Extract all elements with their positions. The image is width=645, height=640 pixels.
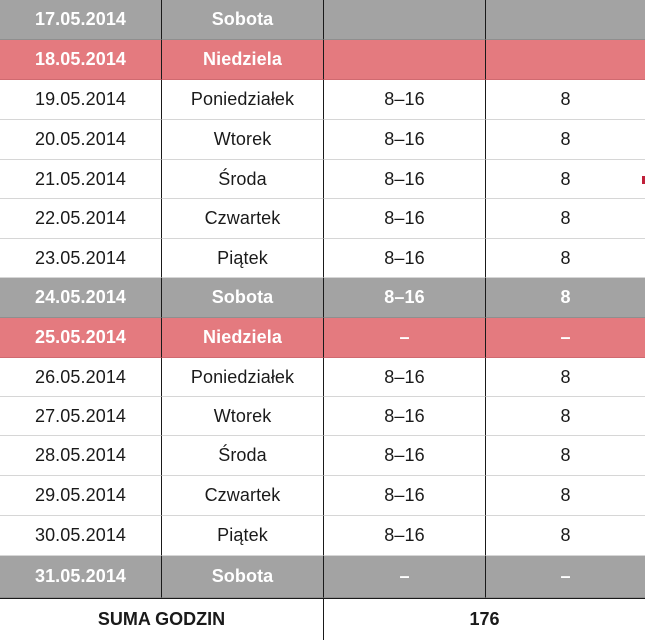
table-row xyxy=(0,40,645,80)
hours-cell: 8 xyxy=(486,397,645,436)
summary-row xyxy=(0,598,645,640)
hours-range-cell: 8–16 xyxy=(324,397,486,436)
hours-range-cell: – xyxy=(324,556,486,598)
hours-cell xyxy=(486,40,645,80)
date-cell: 18.05.2014 xyxy=(0,40,162,80)
day-cell: Piątek xyxy=(162,239,324,278)
table-row xyxy=(0,278,645,318)
summary-label: SUMA GODZIN xyxy=(0,599,324,640)
day-cell: Sobota xyxy=(162,278,324,318)
hours-cell: 8 xyxy=(486,160,645,199)
hours-cell: 8 xyxy=(486,436,645,476)
hours-cell: 8 xyxy=(486,239,645,278)
date-cell: 31.05.2014 xyxy=(0,556,162,598)
hours-range-cell: 8–16 xyxy=(324,358,486,397)
hours-cell xyxy=(486,0,645,40)
summary-total: 176 xyxy=(469,609,500,629)
day-cell: Wtorek xyxy=(162,120,324,160)
day-cell: Sobota xyxy=(162,0,324,40)
hours-range-cell: 8–16 xyxy=(324,476,486,516)
date-cell: 26.05.2014 xyxy=(0,358,162,397)
table-row xyxy=(0,516,645,556)
hours-cell: 8 xyxy=(486,80,645,120)
hours-range-cell: 8–16 xyxy=(324,120,486,160)
hours-cell: 8 xyxy=(486,516,645,556)
day-cell: Środa xyxy=(162,160,324,199)
table-row xyxy=(0,318,645,358)
hours-range-cell: 8–16 xyxy=(324,80,486,120)
table-row xyxy=(0,476,645,516)
hours-cell: 8 xyxy=(486,278,645,318)
table-row xyxy=(0,120,645,160)
day-cell: Czwartek xyxy=(162,476,324,516)
date-cell: 19.05.2014 xyxy=(0,80,162,120)
hours-cell: – xyxy=(486,318,645,358)
date-cell: 24.05.2014 xyxy=(0,278,162,318)
hours-range-cell: 8–16 xyxy=(324,199,486,239)
date-cell: 17.05.2014 xyxy=(0,0,162,40)
day-cell: Poniedziałek xyxy=(162,80,324,120)
date-cell: 30.05.2014 xyxy=(0,516,162,556)
hours-range-cell: – xyxy=(324,318,486,358)
day-cell: Czwartek xyxy=(162,199,324,239)
day-cell: Środa xyxy=(162,436,324,476)
table-row xyxy=(0,436,645,476)
date-cell: 25.05.2014 xyxy=(0,318,162,358)
date-cell: 22.05.2014 xyxy=(0,199,162,239)
date-cell: 21.05.2014 xyxy=(0,160,162,199)
hours-range-cell: 8–16 xyxy=(324,436,486,476)
hours-range-cell: 8–16 xyxy=(324,239,486,278)
table-row xyxy=(0,556,645,598)
table-row xyxy=(0,397,645,436)
hours-cell: 8 xyxy=(486,476,645,516)
date-cell: 20.05.2014 xyxy=(0,120,162,160)
day-cell: Wtorek xyxy=(162,397,324,436)
hours-range-cell: 8–16 xyxy=(324,516,486,556)
table-row xyxy=(0,80,645,120)
hours-cell: 8 xyxy=(486,358,645,397)
day-cell: Niedziela xyxy=(162,40,324,80)
hours-cell: 8 xyxy=(486,199,645,239)
hours-range-cell: 8–16 xyxy=(324,278,486,318)
date-cell: 23.05.2014 xyxy=(0,239,162,278)
day-cell: Sobota xyxy=(162,556,324,598)
hours-cell: – xyxy=(486,556,645,598)
table-row xyxy=(0,239,645,278)
day-cell: Piątek xyxy=(162,516,324,556)
day-cell: Niedziela xyxy=(162,318,324,358)
date-cell: 27.05.2014 xyxy=(0,397,162,436)
table-row xyxy=(0,358,645,397)
table-row xyxy=(0,0,645,40)
day-cell: Poniedziałek xyxy=(162,358,324,397)
table-row xyxy=(0,160,645,199)
table-row xyxy=(0,199,645,239)
date-cell: 28.05.2014 xyxy=(0,436,162,476)
hours-range-cell xyxy=(324,40,486,80)
hours-cell: 8 xyxy=(486,120,645,160)
hours-range-cell xyxy=(324,0,486,40)
date-cell: 29.05.2014 xyxy=(0,476,162,516)
hours-range-cell: 8–16 xyxy=(324,160,486,199)
